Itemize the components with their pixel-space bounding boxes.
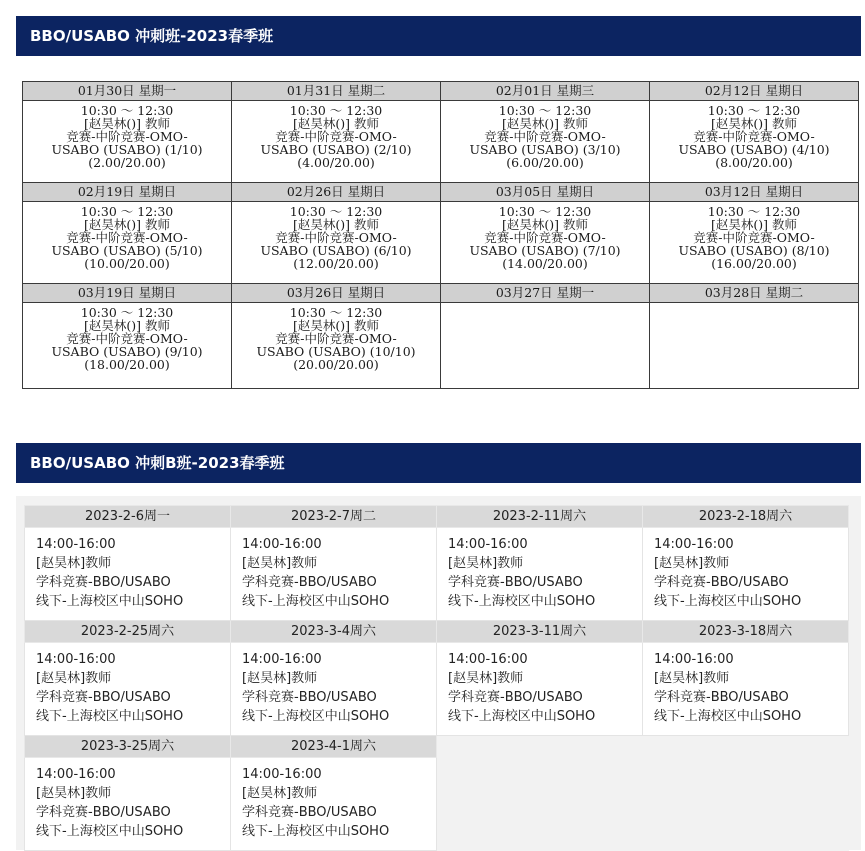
session-time: 10:30 ～ 12:30 xyxy=(289,305,383,320)
session-course: 学科竞赛-BBO/USABO xyxy=(448,690,583,705)
session-teacher: [赵昊林()] 教师 xyxy=(293,116,379,131)
session-time: 14:00-16:00 xyxy=(36,537,116,552)
empty-cell xyxy=(643,736,849,758)
session-cell xyxy=(643,528,849,621)
session-date: 02月26日 星期日 xyxy=(232,183,441,202)
detail-row xyxy=(23,303,859,389)
session-cell xyxy=(231,643,437,736)
session-teacher: [赵昊林]教师 xyxy=(36,671,112,686)
session-course: 竞赛-中阶竞赛-OMO- xyxy=(66,331,188,346)
empty-cell xyxy=(643,758,849,851)
session-cell xyxy=(441,202,650,284)
session-cell xyxy=(650,202,859,284)
empty-session-cell xyxy=(650,303,859,389)
session-time: 14:00-16:00 xyxy=(654,537,734,552)
session-time: 14:00-16:00 xyxy=(448,652,528,667)
session-time: 10:30 ～ 12:30 xyxy=(80,305,174,320)
session-lesson: USABO (USABO) (10/10) xyxy=(256,344,416,359)
session-cell xyxy=(232,202,441,284)
session-course: 学科竞赛-BBO/USABO xyxy=(36,805,171,820)
session-cell xyxy=(232,101,441,183)
session-teacher: [赵昊林()] 教师 xyxy=(84,318,170,333)
session-teacher: [赵昊林()] 教师 xyxy=(502,217,588,232)
session-lesson: USABO (USABO) (5/10) xyxy=(51,243,203,258)
session-location: 线下-上海校区中山SOHO xyxy=(36,709,184,724)
session-time: 14:00-16:00 xyxy=(36,767,116,782)
session-teacher: [赵昊林]教师 xyxy=(36,556,112,571)
session-date: 2023-2-18周六 xyxy=(643,506,849,528)
session-lesson: USABO (USABO) (7/10) xyxy=(469,243,621,258)
session-date: 01月31日 星期二 xyxy=(232,82,441,101)
session-course: 学科竞赛-BBO/USABO xyxy=(36,690,171,705)
session-date: 2023-2-6周一 xyxy=(25,506,231,528)
session-time: 14:00-16:00 xyxy=(448,537,528,552)
session-course: 竞赛-中阶竞赛-OMO- xyxy=(275,331,397,346)
session-course: 学科竞赛-BBO/USABO xyxy=(242,690,377,705)
session-teacher: [赵昊林()] 教师 xyxy=(84,116,170,131)
session-location: 线下-上海校区中山SOHO xyxy=(36,824,184,839)
session-cell xyxy=(437,643,643,736)
session-time: 14:00-16:00 xyxy=(242,767,322,782)
session-course: 学科竞赛-BBO/USABO xyxy=(36,575,171,590)
session-location: 线下-上海校区中山SOHO xyxy=(654,709,802,724)
session-lesson: USABO (USABO) (8/10) xyxy=(678,243,830,258)
session-time: 10:30 ～ 12:30 xyxy=(707,103,801,118)
session-date: 2023-4-1周六 xyxy=(231,736,437,758)
session-date: 2023-2-11周六 xyxy=(437,506,643,528)
session-date: 03月19日 星期日 xyxy=(23,284,232,303)
empty-session-cell xyxy=(441,303,650,389)
session-hours: (6.00/20.00) xyxy=(506,155,584,170)
session-course: 竞赛-中阶竞赛-OMO- xyxy=(275,129,397,144)
session-hours: (16.00/20.00) xyxy=(711,256,797,271)
session-date: 2023-3-25周六 xyxy=(25,736,231,758)
session-time: 10:30 ～ 12:30 xyxy=(707,204,801,219)
session-time: 10:30 ～ 12:30 xyxy=(289,103,383,118)
session-lesson: USABO (USABO) (6/10) xyxy=(260,243,412,258)
session-date: 03月12日 星期日 xyxy=(650,183,859,202)
session-cell xyxy=(231,758,437,851)
session-date: 03月28日 星期二 xyxy=(650,284,859,303)
session-date: 2023-2-7周二 xyxy=(231,506,437,528)
session-cell xyxy=(23,303,232,389)
session-course: 学科竞赛-BBO/USABO xyxy=(448,575,583,590)
session-hours: (10.00/20.00) xyxy=(84,256,170,271)
session-location: 线下-上海校区中山SOHO xyxy=(242,709,390,724)
session-teacher: [赵昊林()] 教师 xyxy=(293,318,379,333)
session-time: 14:00-16:00 xyxy=(242,652,322,667)
session-hours: (18.00/20.00) xyxy=(84,357,170,372)
session-date: 2023-3-18周六 xyxy=(643,621,849,643)
session-date: 02月12日 星期日 xyxy=(650,82,859,101)
session-course: 学科竞赛-BBO/USABO xyxy=(242,575,377,590)
session-date: 03月26日 星期日 xyxy=(232,284,441,303)
session-date: 2023-3-4周六 xyxy=(231,621,437,643)
session-course: 学科竞赛-BBO/USABO xyxy=(654,690,789,705)
session-course: 竞赛-中阶竞赛-OMO- xyxy=(66,129,188,144)
date-row xyxy=(23,284,859,303)
empty-cell xyxy=(437,758,643,851)
session-teacher: [赵昊林]教师 xyxy=(242,671,318,686)
session-hours: (2.00/20.00) xyxy=(88,155,166,170)
session-cell xyxy=(650,101,859,183)
session-course: 竞赛-中阶竞赛-OMO- xyxy=(484,129,606,144)
session-teacher: [赵昊林]教师 xyxy=(654,556,730,571)
schedule-table-1 xyxy=(22,81,859,389)
session-cell xyxy=(25,758,231,851)
session-cell xyxy=(25,528,231,621)
session-cell xyxy=(643,643,849,736)
session-time: 10:30 ～ 12:30 xyxy=(80,204,174,219)
session-course: 学科竞赛-BBO/USABO xyxy=(654,575,789,590)
session-date: 2023-2-25周六 xyxy=(25,621,231,643)
session-cell xyxy=(23,101,232,183)
session-time: 10:30 ～ 12:30 xyxy=(289,204,383,219)
session-cell xyxy=(23,202,232,284)
session-date: 02月19日 星期日 xyxy=(23,183,232,202)
session-lesson: USABO (USABO) (9/10) xyxy=(51,344,203,359)
section2-title: BBO/USABO 冲刺B班-2023春季班 xyxy=(16,443,861,483)
session-date: 03月27日 星期一 xyxy=(441,284,650,303)
session-time: 10:30 ～ 12:30 xyxy=(498,103,592,118)
session-course: 竞赛-中阶竞赛-OMO- xyxy=(484,230,606,245)
schedule-table-2 xyxy=(24,505,849,851)
session-cell xyxy=(441,101,650,183)
session-time: 14:00-16:00 xyxy=(36,652,116,667)
session-hours: (12.00/20.00) xyxy=(293,256,379,271)
section1-title: BBO/USABO 冲刺班-2023春季班 xyxy=(16,16,861,56)
date-row xyxy=(25,506,849,528)
session-teacher: [赵昊林]教师 xyxy=(36,786,112,801)
session-date: 2023-3-11周六 xyxy=(437,621,643,643)
session-hours: (8.00/20.00) xyxy=(715,155,793,170)
session-course: 学科竞赛-BBO/USABO xyxy=(242,805,377,820)
session-location: 线下-上海校区中山SOHO xyxy=(36,594,184,609)
session-teacher: [赵昊林]教师 xyxy=(242,556,318,571)
session-course: 竞赛-中阶竞赛-OMO- xyxy=(275,230,397,245)
detail-row xyxy=(23,101,859,183)
session-date: 01月30日 星期一 xyxy=(23,82,232,101)
session-location: 线下-上海校区中山SOHO xyxy=(448,709,596,724)
session-cell xyxy=(25,643,231,736)
session-time: 14:00-16:00 xyxy=(654,652,734,667)
session-teacher: [赵昊林]教师 xyxy=(242,786,318,801)
date-row xyxy=(23,82,859,101)
session-hours: (4.00/20.00) xyxy=(297,155,375,170)
session-date: 02月01日 星期三 xyxy=(441,82,650,101)
session-time: 14:00-16:00 xyxy=(242,537,322,552)
session-teacher: [赵昊林]教师 xyxy=(448,671,524,686)
session-hours: (14.00/20.00) xyxy=(502,256,588,271)
session-teacher: [赵昊林()] 教师 xyxy=(84,217,170,232)
detail-row xyxy=(25,643,849,736)
session-teacher: [赵昊林]教师 xyxy=(654,671,730,686)
session-location: 线下-上海校区中山SOHO xyxy=(242,824,390,839)
session-hours: (20.00/20.00) xyxy=(293,357,379,372)
empty-cell xyxy=(437,736,643,758)
session-location: 线下-上海校区中山SOHO xyxy=(242,594,390,609)
session-course: 竞赛-中阶竞赛-OMO- xyxy=(693,129,815,144)
session-lesson: USABO (USABO) (1/10) xyxy=(51,142,203,157)
session-cell xyxy=(232,303,441,389)
session-date: 03月05日 星期日 xyxy=(441,183,650,202)
session-teacher: [赵昊林()] 教师 xyxy=(711,217,797,232)
session-teacher: [赵昊林()] 教师 xyxy=(711,116,797,131)
date-row xyxy=(25,621,849,643)
session-teacher: [赵昊林()] 教师 xyxy=(502,116,588,131)
session-location: 线下-上海校区中山SOHO xyxy=(448,594,596,609)
session-lesson: USABO (USABO) (3/10) xyxy=(469,142,621,157)
detail-row xyxy=(25,528,849,621)
session-teacher: [赵昊林()] 教师 xyxy=(293,217,379,232)
session-lesson: USABO (USABO) (2/10) xyxy=(260,142,412,157)
detail-row xyxy=(23,202,859,284)
date-row xyxy=(23,183,859,202)
session-time: 10:30 ～ 12:30 xyxy=(80,103,174,118)
session-course: 竞赛-中阶竞赛-OMO- xyxy=(66,230,188,245)
session-course: 竞赛-中阶竞赛-OMO- xyxy=(693,230,815,245)
session-cell xyxy=(437,528,643,621)
session-lesson: USABO (USABO) (4/10) xyxy=(678,142,830,157)
session-teacher: [赵昊林]教师 xyxy=(448,556,524,571)
session-cell xyxy=(231,528,437,621)
session-time: 10:30 ～ 12:30 xyxy=(498,204,592,219)
date-row xyxy=(25,736,849,758)
session-location: 线下-上海校区中山SOHO xyxy=(654,594,802,609)
detail-row xyxy=(25,758,849,851)
